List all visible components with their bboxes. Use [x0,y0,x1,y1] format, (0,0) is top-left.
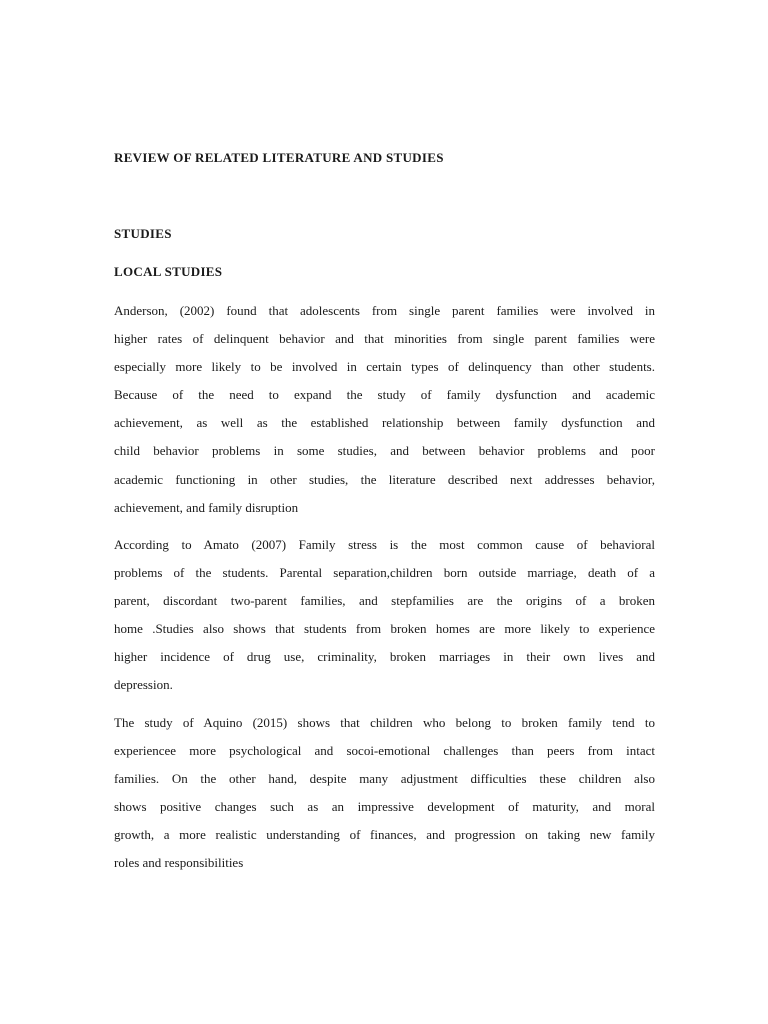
paragraph-line: problems of the students. Parental separation,children born outside marriage, death of a [114,565,655,581]
subsection-heading-local-studies: LOCAL STUDIES [114,264,223,279]
paragraph-line: growth, a more realistic understanding of finances, and progression on taking new family [114,827,655,843]
paragraph-line: depression. [114,677,173,693]
paragraph-line: shows positive changes such as an impressive development of maturity, and moral [114,799,655,815]
paragraph-line: families. On the other hand, despite many adjustment difficulties these children also [114,771,655,787]
paragraph-line: achievement, as well as the established relationship between family dysfunction and [114,415,655,431]
paragraph-line: higher rates of delinquent behavior and that minorities from single parent families were [114,331,655,347]
paragraph-line: Because of the need to expand the study of family dysfunction and academic [114,387,655,403]
paragraph-anderson [114,297,655,522]
paragraph-line: experiencee more psychological and socoi-emotional challenges than peers from intact [114,743,655,759]
paragraph-line: parent, discordant two-parent families, and stepfamilies are the origins of a broken [114,593,655,609]
paragraph-line: higher incidence of drug use, criminality, broken marriages in their own lives and [114,649,655,665]
paragraph-line: especially more likely to be involved in certain types of delinquency than other students. [114,359,655,375]
section-heading-studies: STUDIES [114,226,172,241]
paragraph-line: According to Amato (2007) Family stress is the most common cause of behavioral [114,537,655,552]
document-title: REVIEW OF RELATED LITERATURE AND STUDIES [114,150,444,165]
paragraph-line: Anderson, (2002) found that adolescents from single parent families were involved in [114,303,655,318]
paragraph-line: home .Studies also shows that students from broken homes are more likely to experience [114,621,655,637]
paragraph-line: The study of Aquino (2015) shows that children who belong to broken family tend to [114,715,655,730]
paragraph-line: achievement, and family disruption [114,499,299,515]
paragraph-line: child behavior problems in some studies, and between behavior problems and poor [114,443,655,459]
paragraph-amato [114,531,655,700]
paragraph-line: roles and responsibilities [114,855,244,871]
paragraph-line: academic functioning in other studies, the literature described next addresses behavior, [114,471,655,487]
paragraph-aquino [114,709,655,878]
